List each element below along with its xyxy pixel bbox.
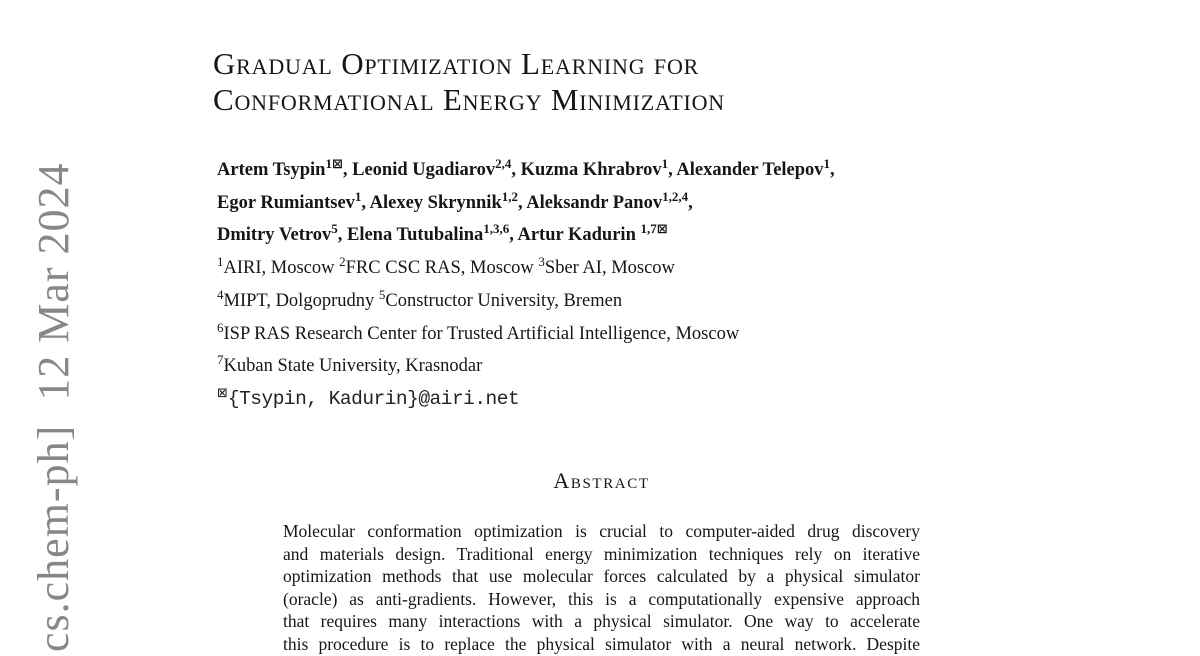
paper-title [213, 46, 725, 118]
affiliation-line-2: $^4$MIPT, Dolgoprudny $^5$Constructor University, Bremen [217, 286, 623, 311]
arxiv-sidebar-stamp: cs.chem-ph] 12 Mar 2024 [29, 162, 78, 652]
affiliation-line-3: $^6$ISP RAS Research Center for Trusted Artificial Intelligence, Moscow [217, 319, 740, 344]
contact-email: ⊠{Tsypin, Kadurin}@airi.net [217, 385, 520, 410]
authors-line-2: Egor Rumiantsev$^1$, Alexey Skrynnik$^{1,2}$, Aleksandr Panov$^{1,2,4}$, [217, 188, 693, 213]
abstract-text-line: (oracle) as anti-gradients. However, this is a computationally expensive approach [283, 588, 920, 609]
affiliation-line-4: $^7$Kuban State University, Krasnodar [217, 352, 483, 377]
envelope-icon: ⊠ [656, 222, 668, 238]
abstract-text-line: Molecular conformation optimization is crucial to computer-aided drug discovery [283, 521, 920, 541]
paper-title-line2: Conformational Energy Minimization [213, 82, 725, 117]
abstract-text-line: optimization methods that use molecular forces calculated by a physical simulator [283, 566, 920, 587]
paper-title-line1: Gradual Optimization Learning for [213, 46, 700, 81]
abstract-paragraph [283, 520, 920, 656]
affiliation-line-1: $^1$AIRI, Moscow $^2$FRC CSC RAS, Moscow $^3$Sber AI, Moscow [217, 254, 675, 279]
authors-line-1: Artem Tsypin$^{1⊠}$, Leonid Ugadiarov$^{2,4}$, Kuzma Khrabrov$^1$, Alexander Telepov$^1$, [217, 156, 835, 180]
authors-line-3: Dmitry Vetrov$^5$, Elena Tutubalina$^{1,3,6}$, Artur Kadurin $^{1,7⊠}$ [217, 221, 668, 246]
abstract-heading: Abstract [553, 468, 650, 493]
abstract-text-line: that requires many interactions with a physical simulator. One way to accelerate [283, 611, 920, 632]
abstract-text-line: this procedure is to replace the physical simulator with a neural network. Despite [283, 633, 920, 654]
envelope-icon: ⊠ [331, 157, 343, 172]
envelope-icon: ⊠ [217, 385, 228, 401]
author-affiliation-block [217, 154, 937, 416]
abstract-text-line: and materials design. Traditional energy minimization techniques rely on iterative [283, 543, 920, 564]
